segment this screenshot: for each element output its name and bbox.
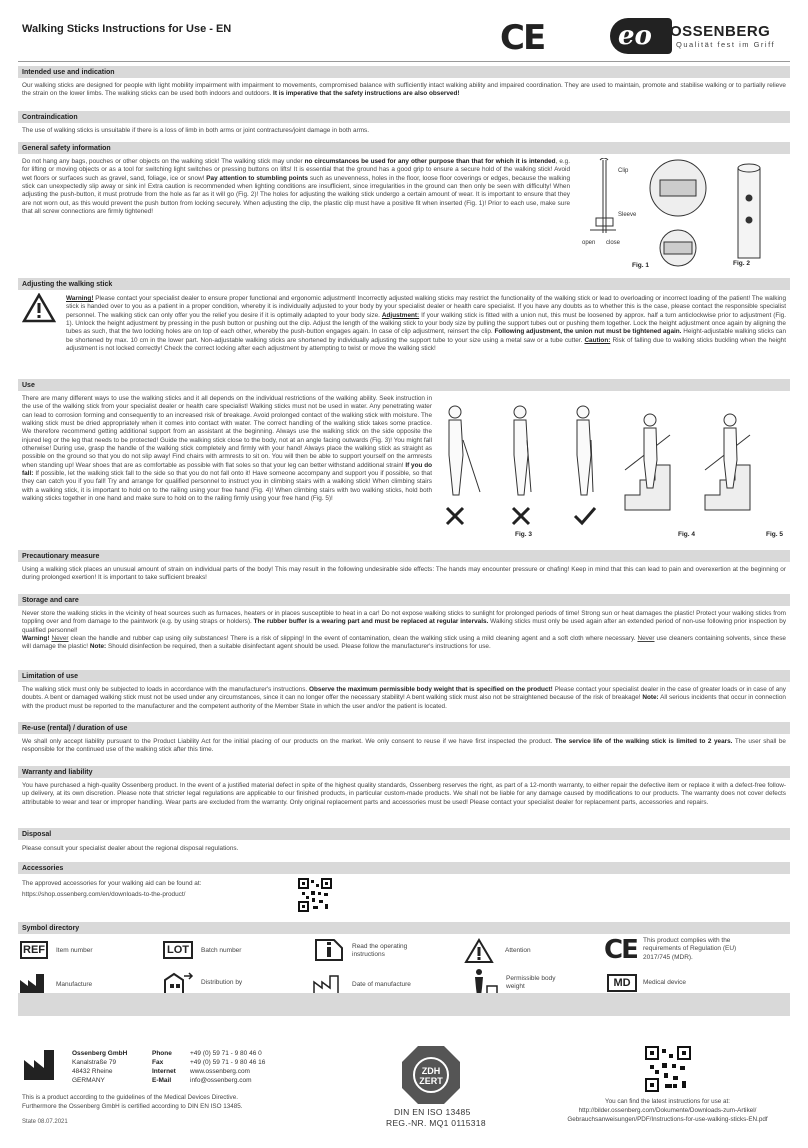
cross-icon-1 [447, 508, 463, 524]
reg-nr: REG.-NR. MQ1 0115318 [386, 1118, 486, 1128]
disposal-text: Please consult your specialist dealer about the regional disposal regulations. [22, 845, 239, 852]
storage-text: Never store the walking sticks in the vicinity of heat sources such as furnaces, heaters or in places susceptible to heat in a car! Do not expose walking sticks to sunlight for prolonged periods of time! Strong sun or heat damages the plastic! Protect your walking sticks from toppling over and from damage to the paintwork (e.g. by using straps or holders). The rubber buffer is a wearing part and must be replaced at regular intervals. Walking sticks must only be used again after an extended period of non-use following prior inspection by qualified personnel! Warning! Never clean the handle and rubber cap using oily substances! There is a risk of slipping! In the event of contamination, clean the walking stick using a mild cleaning agent and a soft cloth where necessary. Never use cleaners containing solvents, since these will damage the plastic! Note: Should disinfection be required, then a suitable disinfectant agent should be used. Please follow the manufacturer's instructions for use. [22, 610, 787, 651]
attention-label: Attention [505, 947, 531, 954]
warning-triangle-icon [22, 293, 56, 323]
walking-stick-diagram [590, 158, 616, 233]
footer-website-link[interactable]: www.ossenberg.com [190, 1068, 250, 1076]
latest-instructions-link-2[interactable]: Gebrauchsanweisungen/PDF/Instructions-for-use-walking-sticks-EN.pdf [567, 1116, 768, 1124]
ce-label: This product complies with the requirements of Regulation (EU) 2017/745 (MDR). [643, 937, 737, 961]
ossenberg-logo [610, 18, 792, 54]
logo-tagline: Qualität fest im Griff [676, 40, 776, 49]
din-en-iso: DIN EN ISO 13485 [394, 1107, 471, 1117]
section-heading-accessories: Accessories [18, 862, 790, 874]
fig-2-label: Fig. 2 [733, 260, 750, 267]
section-heading-general-safety: General safety information [18, 142, 790, 154]
read-instructions-icon [314, 938, 344, 962]
check-icon [575, 508, 595, 523]
attention-icon [464, 938, 494, 964]
md-symbol-icon: MD [607, 974, 637, 992]
close-label: close [606, 240, 621, 246]
section-heading-reuse: Re-use (rental) / duration of use [18, 722, 790, 734]
ce-mark-icon: CE [500, 18, 545, 58]
logo-name: OSSENBERG [670, 23, 771, 40]
footer-contact-values: +49 (0) 59 71 - 9 80 46 0 +49 (0) 59 71 - 9 80 46 16 www.ossenberg.com info@ossenberg.com [190, 1050, 266, 1085]
footer-email-link[interactable]: info@ossenberg.com [190, 1077, 252, 1085]
fig-2-tube [738, 164, 760, 258]
separator-bar [18, 993, 790, 1016]
document-title: Walking Sticks Instructions for Use - EN [22, 23, 232, 35]
limitation-text: The walking stick must only be subjected to loads in accordance with the manufacturer's instructions. Observe the maximum permissible body weight that is specified on the product! Please contact your specialist dealer in the case of greater loads or in case of any doubts. A bent or damaged walking stick must not be used under any circumstances, since it can no longer offer the necessary stability! A bent walking stick must also not be straightened because of the risk of breakage! Note: All serious incidents that occur in connection with the product must be reported to the manufacturer and the competent authority of the Member State in which the user and/or the patient is located. [22, 686, 787, 710]
svg-text:ZERT: ZERT [419, 1076, 443, 1086]
section-heading-intended-use: Intended use and indication [18, 66, 790, 78]
section-heading-use: Use [18, 379, 790, 391]
fig-3-4-5-illustration [435, 400, 785, 535]
person-figures [449, 406, 750, 510]
fig-1-label: Fig. 1 [632, 262, 649, 269]
read-instructions-label: Read the operating instructions [352, 943, 408, 959]
accessories-text-1: The approved accessories for your walking aid can be found at: [22, 880, 202, 887]
section-heading-contraindication: Contraindication [18, 111, 790, 123]
accessories-qr-code[interactable] [298, 878, 332, 912]
footer-latest-instructions: You can find the latest instructions for use at: http://bilder.ossenberg.com/Dokumente/Downloads-zum-Artikel/ Gebrauchsanweisungen/PDF/Instructions-for-use-walking-sticks-EN.pdf [540, 1097, 795, 1124]
reuse-text: We shall only accept liability pursuant to the Product Liability Act for the initial placing of our products on the market. We only consent to reuse if we have first inspected the product. The service life of the walking stick is limited to 2 years. The user shall be responsible for the continued use of the walking stick after this time. [22, 738, 786, 754]
lot-symbol-icon: LOT [163, 941, 193, 959]
zdh-zert-seal [400, 1044, 462, 1106]
open-label: open [582, 240, 596, 246]
header-divider [18, 61, 790, 62]
warranty-text: You have purchased a high-quality Ossenberg product. In the event of a justified material defect in spite of the highest quality standards, Ossenberg reserves the right, as part of a 12-month warranty, to either repair the defective item or replace it with a defect-free follow-up delivery, at its own discretion. Please note that stricter legal regulations are applicable to our finished products, in particular custom-made products. We shall not be liable for any damage caused by modifications to our products. The warranty does not cover defects attributable to wear and tear or improper handling. Wear parts are excluded from the warranty. Only original replacement parts and accessories must be used! Please contact your specialist dealer for replacement parts, accessories and repairs. [22, 782, 786, 806]
body-weight-label: Permissible body weight [506, 975, 556, 991]
manufacture-label: Manufacture [56, 981, 93, 988]
fig-3-label: Fig. 3 [515, 531, 532, 538]
general-safety-text: Do not hang any bags, pouches or other objects on the walking stick! The walking stick may under no circumstances be used for any other purpose than that for which it is intended, e.g. for lifting or moving objects or as a tool for switching light switches or pressing buttons on lifts! It is essential that the ground has a good grip to ensure a secure hold of the walking stick! Avoid wet floors or surfaces such as gravel, sand, foliage, ice or snow! Pay attention to stumbling points such as unevenness, holes in the floor, loose floor coverings or edges, because the walking stick can unexpectedly slip away or sink in! Extra caution is recommended when lighting conditions are insufficient, since irregularities in the ground can then only be seen with difficulty! When adjusting the push-button, it must protrude from the hole as far as it will go (Fig. 2)! The holes for adjusting the walking stick undergo a certain amount of wear. It is important to ensure that they are not worn out, as this would prevent the push button from locking securely. When adjusting the clip, the plastic clip must have a positive fit when inserted (Fig. 1)! Prior to each use, make sure that all screw connections are firmly tightened! [22, 158, 571, 215]
clip-detail-circle [650, 160, 706, 266]
fig-1-2-illustration [578, 158, 788, 268]
latest-instructions-link-1[interactable]: http://bilder.ossenberg.com/Dokumente/Downloads-zum-Artikel/ [578, 1107, 757, 1115]
footer-contact-labels: Phone Fax Internet E-Mail [152, 1050, 176, 1085]
footer-qr-code[interactable] [645, 1046, 691, 1092]
section-heading-limitation: Limitation of use [18, 670, 790, 682]
use-text: There are many different ways to use the walking sticks and it all depends on the individual restrictions of the walking ability. Seek instruction in the use of the walking stick from your specialist dealer or health care specialist! Walking sticks must not be used in water. Any penetrating water can lead to corrosion forming and consequently to an increased risk of breakage. Avoid prolonged contact of the walking stick with moisture. The walking stick must be dried appropriately when it comes into contact with water. The correct handling of the walking stick takes some practice. We therefore recommend getting additional support from an assistant at the beginning. Always use the walking stick on the side opposite the injured leg or the leg that needs to be protected! Guide the walking stick close to the body, not at an angle facing outwards (Fig. 3)! You might fall otherwise! During use, grasp the handle of the walking stick completely and firmly with your hand! Always place the walking stick as straight as possible on the ground so that you do not slip away! Find chairs with armrests to sit on. You will then be able to support yourself on the armrests when standing up! Wear shoes that are as comfortable as possible with flat soles so that your leg can better withstand additional strain! If you do fall: If possible, let the walking stick fall to the side so that you do not fall onto it! Have someone accompany and support you if possible, so that they can catch you if you fall! Try and arrange for qualified personnel to instruct you in climbing stairs with a walking stick! When climbing stairs with a walking stick, it is important to hold on to the railing using your free hand (Fig. 4)! When climbing stairs with two walking sticks, hold both walking sticks together in one hand and make sure to hold on to the railing firmly using your free hand (Fig. 5)! [22, 395, 433, 502]
lot-label: Batch number [201, 947, 242, 954]
accessories-link[interactable]: https://shop.ossenberg.com/en/downloads-to-the-product/ [22, 891, 186, 898]
footer-address: Ossenberg GmbH Kanalstraße 79 48432 Rheine GERMANY [72, 1050, 128, 1085]
clip-label: Clip [618, 168, 629, 174]
footer-certification-note: This is a product according to the guidelines of the Medical Devices Directive. Furthermore the Ossenberg GmbH is certified according to DIN EN ISO 13485. [22, 1094, 243, 1111]
fig-4-label: Fig. 4 [678, 531, 695, 538]
footer-manufacturer-icon [22, 1048, 64, 1082]
contraindication-text: The use of walking sticks is unsuitable if there is a loss of limb in both arms or joint contractures/joint damage in both arms. [22, 127, 370, 134]
ce-symbol-icon: CE [604, 935, 637, 965]
sleeve-label: Sleeve [618, 212, 637, 218]
section-heading-precaution: Precautionary measure [18, 550, 790, 562]
precaution-text: Using a walking stick places an unusual amount of strain on individual parts of the body! This may result in the following undesirable side effects: The hands may encounter pressure or chafing! Keep in mind that this can lead to pain and overexertion at the beginning or during prolonged exertion! It is important to take sufficient breaks! [22, 566, 786, 582]
section-heading-warranty: Warranty and liability [18, 766, 790, 778]
cross-icon-2 [513, 508, 529, 524]
distribution-label: Distribution by [201, 979, 243, 986]
section-heading-storage: Storage and care [18, 594, 790, 606]
ref-symbol-icon: REF [20, 941, 48, 959]
md-label: Medical device [643, 979, 686, 986]
ref-label: Item number [56, 947, 93, 954]
svg-text:ZDH: ZDH [421, 1066, 441, 1076]
footer-state-date: State 08.07.2021 [22, 1119, 68, 1125]
intended-use-text: Our walking sticks are designed for people with light mobility impairment with impairment to movements, compromised balance with sufficiently intact walking ability and impaired coordination. They are used to maintain, promote and stabilise walking or to partially relieve the strain on the lower limbs. The walking sticks can be used both indoors and outdoors. It is imperative that the safety instructions are also observed! [22, 82, 786, 98]
adjusting-text-1: Warning! Please contact your specialist dealer to ensure proper functional and ergonomic adjustment! Incorrectly adjusted walking sticks may restrict the functionality of the walking stick or lead to overloading or incorrect loading of the patient! The walking stick is handed over to you as a patient in a proper condition, whereby it is individually adjusted to your body by your specialist dealer or health care specialist. If you have any doubts as to whether this is the case, please contact the responsible specialist personnel. The walking stick can only offer you the relief you desire if it is optimally adapted to your body size. Adjustment: If your walking stick is fitted with a union nut, this must be loosened by approx. half a turn anticlockwise prior to adjustment (Fig. 1). Unlock the height adjustment by pressing in the push button or pushing out the clip. Adjust the length of the walking stick to your body size by pulling the support tubes out or pushing them together. Lock the height adjustment once again by aligning the tubes as such, that the two locking holes are on top of each other, whereby the push-button engages again. In case of clip adjustment, reinsert the clip. Following adjustment, the union nut must be tightened again. Height-adjustable walking sticks can be shortened by max. 10 cm in the lower part. Non-adjustable walking sticks are shortened by individually adjusting the support tube to your size using a metal saw or a tube cutter. Caution: Risk of falling due to walking sticks buckling when the height adjustment is not locked correctly! Check the correct locking after each adjustment by attempting to twist or move the walking stick! [66, 295, 787, 352]
check-cross-icons [447, 508, 595, 524]
logo-mark: eo [610, 18, 672, 54]
section-heading-symbols: Symbol directory [18, 922, 790, 934]
fig-5-label: Fig. 5 [766, 531, 783, 538]
section-heading-adjusting: Adjusting the walking stick [18, 278, 790, 290]
section-heading-disposal: Disposal [18, 828, 790, 840]
date-of-manufacture-label: Date of manufacture [352, 981, 411, 988]
